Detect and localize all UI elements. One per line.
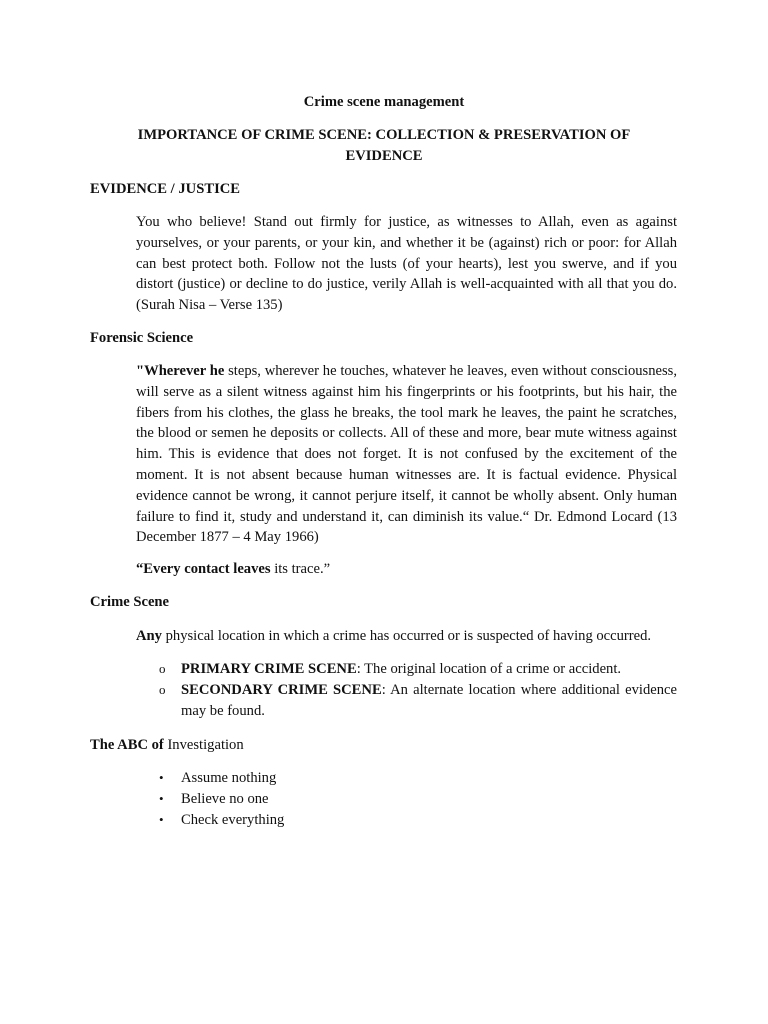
list-item-text: Check everything xyxy=(181,811,285,828)
bullet-dot-icon: • xyxy=(159,770,164,785)
definition-rest: physical location in which a crime has occurred or is suspected of having occurred. xyxy=(161,628,652,644)
crime-scene-types-list xyxy=(159,659,677,721)
quote-body: steps, wherever he touches, whatever he leaves, even without consciousness, will serve as a silent witness against him his fingerprints or his footprints, but his hair, the fibers from his clothes, the glass he breaks, the tool mark he leaves, the paint he scratches, the blood or semen he deposits or collects. All of these and more, bear mute witness against him. This is evidence that does not forget. It is not confused by the excitement of the moment. It is not absent because human witnesses are. It is factual evidence. Physical evidence cannot be wrong, it cannot perjure itself, it cannot be wholly absent. Only human failure to find it, study and understand it, can diminish its value.“ Dr. Edmond Locard (13 December 1877 – 4 May 1966) xyxy=(136,363,678,546)
contact-rest: its trace.” xyxy=(270,561,331,577)
definition-lead: Any xyxy=(136,628,162,644)
bullet-dot-icon: • xyxy=(159,811,164,827)
contact-lead: “Every contact leaves xyxy=(136,561,271,577)
list-item xyxy=(159,789,677,810)
list-item-desc: : The original location of a crime or accident. xyxy=(356,661,622,677)
list-item-desc: : An alternate location where additional evidence may be found. xyxy=(181,681,677,719)
paragraph-contact-principle xyxy=(136,559,330,580)
bullet-dot-icon: • xyxy=(159,790,164,806)
list-item xyxy=(159,768,677,789)
heading-abc-rest: Investigation xyxy=(163,737,244,753)
heading-forensic-science: Forensic Science xyxy=(90,330,194,346)
list-item xyxy=(159,810,677,831)
circle-bullet-icon: o xyxy=(159,681,166,697)
list-item-term: SECONDARY CRIME SCENE xyxy=(181,681,382,698)
list-item-text: Believe no one xyxy=(181,790,269,807)
paragraph-locard-quote xyxy=(136,361,677,548)
heading-evidence-justice: EVIDENCE / JUSTICE xyxy=(90,181,241,197)
document-title: Crime scene management xyxy=(303,94,465,110)
paragraph-crime-scene-definition xyxy=(136,626,651,647)
heading-crime-scene: Crime Scene xyxy=(90,594,170,610)
list-item-term: PRIMARY CRIME SCENE xyxy=(181,661,357,677)
quote-lead: "Wherever he xyxy=(136,363,225,379)
list-item xyxy=(159,680,677,722)
abc-list xyxy=(159,768,677,830)
list-item xyxy=(159,659,677,680)
list-item-text: Assume nothing xyxy=(181,770,277,786)
paragraph-quran-verse: You who believe! Stand out firmly for justice, as witnesses to Allah, even as against yourselves, or your parents, or your kin, and whether it be (against) rich or poor: for Allah can best protect both. Follow not the lusts (of your hearts), lest you swerve, and if you distort (justice) or decline to do justice, verily Allah is well-acquainted with all that you do. (Surah Nisa – Verse 135) xyxy=(136,214,677,314)
heading-abc-investigation xyxy=(90,735,244,756)
heading-abc-bold: The ABC of xyxy=(90,737,164,753)
document-subtitle: IMPORTANCE OF CRIME SCENE: COLLECTION & PRESERVATION OF EVIDENCE xyxy=(137,127,631,164)
circle-bullet-icon: o xyxy=(159,661,166,676)
